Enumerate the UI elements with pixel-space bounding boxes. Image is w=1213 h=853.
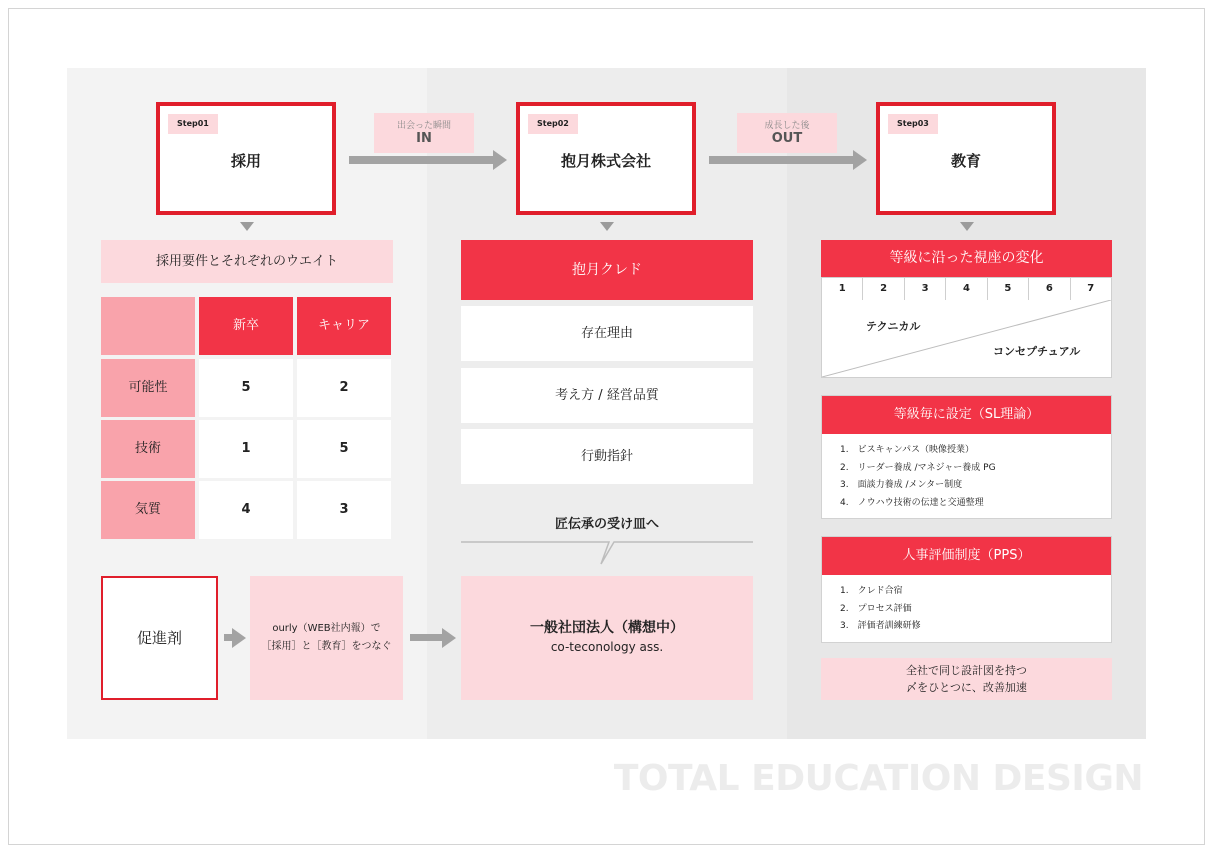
watermark-title: TOTAL EDUCATION DESIGN [613,758,1143,799]
diagonal-line [822,300,1111,377]
flow-label-big: OUT [771,131,803,146]
speech-bubble-line [461,540,753,566]
footer-box [821,658,1112,700]
sl-card [821,395,1112,519]
grade-number: 4 [946,278,987,300]
step-box-education [876,102,1056,215]
pps-list [822,575,1111,636]
sl-list [822,434,1111,512]
table-row-label: 可能性 [101,359,195,417]
conceptual-label: コンセプチュアル [993,345,1081,358]
list-item: 3. 評価者訓練研修 [840,621,921,631]
pps-header: 人事評価制度（PPS） [822,537,1111,575]
list-item: 4. ノウハウ技術の伝達と交通整理 [840,497,984,508]
grade-number: 1 [822,278,863,300]
table-cell: 2 [297,359,391,417]
table-cell: 3 [297,481,391,539]
flow-label-big: IN [416,131,432,146]
table-cell: 5 [297,420,391,478]
association-subtitle: co-teconology ass. [550,640,664,654]
table-col-header: 新卒 [199,297,293,355]
table-row-label: 技術 [101,420,195,478]
credo-item: 行動指針 [461,429,753,484]
promoter-box: 促進剤 [101,576,218,700]
grade-number: 2 [863,278,904,300]
arrow-right-icon [224,634,234,641]
triangle-down-icon [960,222,974,231]
footer-line: 〆をひとつに、改善加速 [906,681,1027,694]
table-cell: 5 [199,359,293,417]
association-box [461,576,753,700]
credo-item: 考え方 / 経営品質 [461,368,753,423]
pps-card [821,536,1112,643]
step-title: 教育 [950,152,981,170]
table-corner [101,297,195,355]
credo-item: 存在理由 [461,306,753,361]
triangle-down-icon [240,222,254,231]
perspective-chart [821,300,1112,378]
table-col-header: キャリア [297,297,391,355]
step-title: 抱月株式会社 [560,152,651,170]
step-tag: Step03 [888,114,938,134]
sl-header: 等級毎に設定（SL理論） [822,396,1111,434]
grade-number: 6 [1029,278,1070,300]
step-box-recruitment [156,102,336,215]
flow-label-small: 成長した後 [764,121,810,131]
grade-number: 3 [905,278,946,300]
list-item: 2. プロセス評価 [840,603,912,614]
grade-number: 7 [1087,283,1095,294]
step-title: 採用 [230,152,261,170]
flow-label-out [737,113,837,153]
step-tag: Step02 [528,114,578,134]
footer-line: 全社で同じ設計図を持つ [906,664,1027,677]
step-tag: Step01 [168,114,218,134]
arrow-right-icon [410,634,444,641]
requirements-header: 採用要件とそれぞれのウエイト [101,240,393,283]
flow-label-in [374,113,474,153]
ourly-line: ourly（WEB社内報）で [272,623,381,634]
grade-scale [821,277,1112,301]
arrow-right-icon [709,156,855,164]
grade-number: 5 [988,278,1029,300]
list-item: 2. リーダー養成 /マネジャー養成 PG [840,462,996,473]
technical-label: テクニカル [866,320,921,333]
list-item: 1. ビスキャンパス（映像授業） [840,445,974,455]
credo-header: 抱月クレド [461,240,753,300]
triangle-down-icon [600,222,614,231]
grade-header: 等級に沿った視座の変化 [821,240,1112,277]
ourly-line: ［採用］と［教育］をつなぐ [261,641,392,652]
table-cell: 1 [199,420,293,478]
step-box-company [516,102,696,215]
association-title: 一般社団法人（構想中） [530,620,684,636]
list-item: 1. クレド合宿 [840,586,903,596]
arrow-right-icon [349,156,495,164]
flow-label-small: 出会った瞬間 [396,121,451,131]
table-cell: 4 [199,481,293,539]
speech-text: 匠伝承の受け皿へ [554,517,659,532]
list-item: 3. 面談力養成 /メンター制度 [840,480,963,490]
table-row-label: 気質 [101,481,195,539]
ourly-box [250,576,403,700]
